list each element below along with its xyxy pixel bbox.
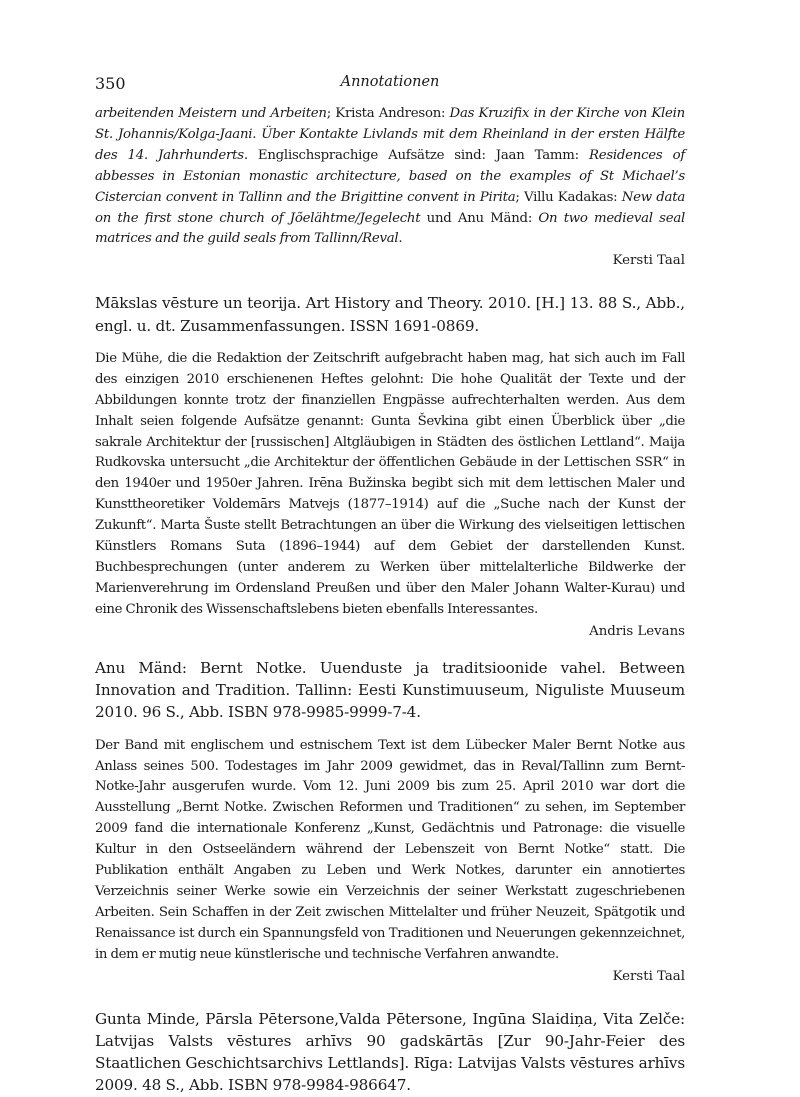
reviewer-signature: Kersti Taal [612,253,685,269]
italic-title: New data on the first stone church of Jõelähtme/Jegelecht [95,189,685,226]
continuation-paragraph [95,104,685,250]
page-header [95,74,685,98]
text-run: . Englischsprachige Aufsätze sind: Jaan Tamm: [243,147,589,163]
entry-body: Die Mühe, die die Redaktion der Zeitschrift aufgebracht haben mag, hat sich auch im Fall des einzigen 2010 erschienenen Heftes gelohnt: Die hohe Qualität der Texte und der Abbildungen konnte trotz der finanziellen Engpässe aufrechterhalten werden. Aus dem Inhalt seien folgende Aufsätze genannt: Gunta Ševkina gibt einen Überblick über „die sakrale Architektur der [russischen] Altgläubigen in Städten des östlichen Lettland“. Maija Rudkovska untersucht „die Architektur der öffentlichen Gebäude in der Lettischen SSR“ in den 1940er und 1950er Jahren. Irēna Bužinska begibt sich mit dem lettischen Maler und Kunsttheoretiker Voldemārs Matvejs (1877–1914) auf die „Suche nach der Kunst der Zukunft“. Marta Šuste stellt Betrachtungen an über die Wirkung des vielseitigen lettischen Künstlers Romans Suta (1896–1944) auf dem Gebiet der darstellenden Kunst. Buchbesprechungen (unter anderem zu Werken über mittelalterliche Bildwerke der Marienverehrung im Ordensland Preußen und über den Maler Johann Walter-Kurau) und eine Chronik des Wissenschaftslebens bieten ebenfalls Interessantes. [95,350,685,617]
entry-title: Mākslas vēsture un teorija. Art History and Theory. 2010. [H.] 13. 88 S., Abb., engl. u. dt. Zusammenfassungen. ISSN 1691-0869. [95,294,685,335]
page-number: 350 [95,74,126,93]
italic-title: Residences of abbesses in Estonian monastic architecture, based on the examples of St Michael’s Cistercian convent in Tallinn and the Brigittine convent in Pirita [95,147,686,205]
entry-body: Der Band mit englischem und estnischem Text ist dem Lübecker Maler Bernt Notke aus Anlass seines 500. Todestages im Jahr 2009 gewidmet, das in Reval/Tallinn zum Bernt-Notke-Jahr ausgerufen wurde. Vom 12. Juni 2009 bis zum 25. April 2010 war dort die Ausstellung „Bernt Notke. Zwischen Reformen und Traditionen“ zu sehen, im September 2009 fand die internationale Konferenz „Kunst, Gedächtnis und Patronage: die visuelle Kultur in den Ostseeländern während der Lebenszeit von Bernt Notke“ statt. Die Publikation enthält Angaben zu Leben und Werk Notkes, darunter ein annotiertes Verzeichnis seiner Werke sowie ein Verzeichnis der seiner Werkstatt zugeschriebenen Arbeiten. Sein Schaffen in der Zeit zwischen Mittelalter und früher Neuzeit, Spätgotik und Renaissance ist durch ein Spannungsfeld von Traditionen und Neuerungen gekennzeichnet, in dem er mutig neue künstlerische und technische Verfahren anwandte. [95,737,685,962]
entry-title: Gunta Minde, Pārsla Pētersone,Valda Pētersone, Ingūna Slaidiņa, Vita Zelče: Latvijas Valsts vēstures arhīvs 90 gadskārtās [Zur 90-Jahr-Feier des Staatlichen Geschichtsarchivs Lettlands]. Rīga: Latvijas Valsts vēstures arhīvs 2009. 48 S., Abb. ISBN 978-9984-986647. [95,1009,685,1095]
italic-title: Das Kruzifix in der Kirche von Klein St. Johannis/Kolga-Jaani. Über Kontakte Livlands mit dem Rheinland in der ersten Hälfte des 14. Jahrhunderts [95,106,685,163]
text-run: und Anu Mänd: [420,210,539,226]
page [95,74,685,1097]
italic-title: arbeitenden Meistern und Arbeiten [95,106,327,121]
italic-title: On two medieval seal matrices and the guild seals from Tallinn/Reval. [95,210,686,247]
entry-title: Anu Mänd: Bernt Notke. Uuenduste ja traditsioonide vahel. Between Innovation and Tradition. Tallinn: Eesti Kunstimuuseum, Niguliste Muuseum 2010. 96 S., Abb. ISBN 978-9985-9999-7-4. [95,658,685,722]
running-title: Annotationen [340,74,440,90]
text-run: ; Villu Kadakas: [515,189,622,205]
text-run: ; Krista Andreson: [326,106,450,121]
reviewer-signature: Kersti Taal [612,968,685,984]
reviewer-signature: Andris Levans [589,623,685,639]
